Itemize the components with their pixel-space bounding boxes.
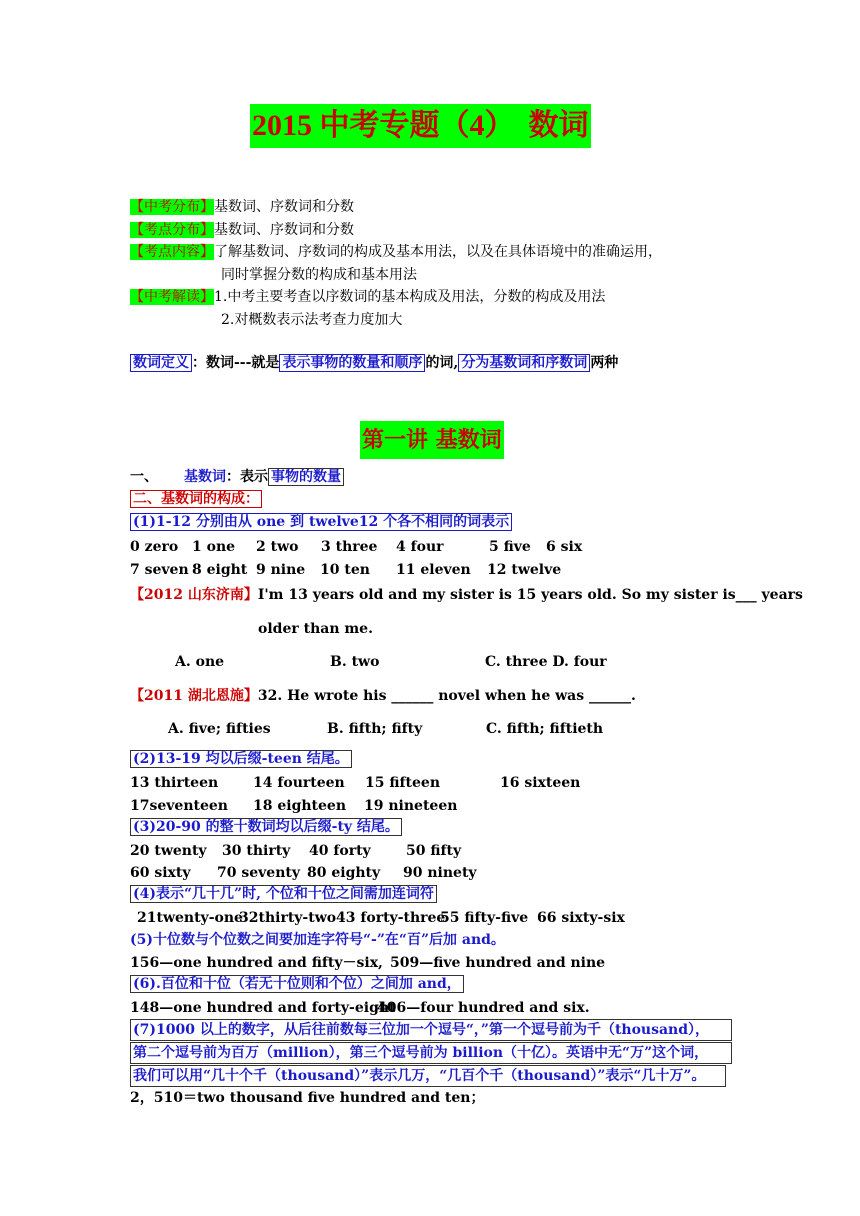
example-item: 156—one hundred and fifty－six, — [130, 955, 383, 971]
example-text: 32. He wrote his ______ novel when he was ______. — [257, 688, 636, 704]
meta-text: 基数词、序数词和分数 — [214, 199, 354, 215]
number-item: 1 one — [192, 539, 236, 555]
rule-7-text: 第二个逗号前为百万（million），第三个逗号前为 billion（十亿）。英语中无“万”这个词， — [130, 1042, 732, 1064]
meta-tag: 【考点分布】 — [130, 222, 214, 238]
number-item: 40 forty — [309, 843, 371, 859]
item-two — [130, 489, 262, 509]
rule-6 — [130, 974, 464, 994]
number-item: 66 sixty-six — [537, 910, 625, 926]
number-item: 0 zero — [130, 539, 179, 555]
number-item: 32thirty-two — [239, 910, 337, 926]
item-box: 事物的数量 — [268, 468, 344, 486]
example-1-question — [130, 585, 803, 605]
number-item: 21twenty-one — [137, 910, 243, 926]
definition-box-meaning: 表示事物的数量和顺序 — [279, 354, 425, 372]
option-b: B. two — [330, 654, 380, 670]
option-b: B. fifth; fifty — [327, 721, 423, 737]
rule-4-text: (4)表示“几十几”时, 个位和十位之间需加连词符 — [130, 885, 437, 903]
title-main: 2015 中考专题（4） — [252, 109, 515, 142]
number-item: 13 thirteen — [130, 775, 219, 791]
rule-2-text: (2)13-19 均以后缀-teen 结尾。 — [130, 750, 352, 768]
number-item: 12 twelve — [487, 562, 562, 578]
number-item: 16 sixteen — [500, 775, 581, 791]
meta-text: 1.中考主要考查以序数词的基本构成及用法，分数的构成及用法 — [214, 289, 606, 305]
option-cd: C. three D. four — [485, 654, 607, 670]
definition-text: ：数词---就是 — [192, 355, 280, 371]
title-topic: 数词 — [528, 109, 589, 142]
number-item: 14 fourteen — [253, 775, 345, 791]
item-one — [130, 466, 344, 488]
meta-line-2 — [130, 219, 354, 241]
option-a: A. one — [175, 654, 225, 670]
example-7: 2，510＝two thousand five hundred and ten； — [130, 1090, 485, 1106]
section-title: 第一讲 基数词 — [360, 421, 504, 459]
item-two-text: 二、基数词的构成： — [130, 490, 262, 508]
meta-line-3 — [130, 241, 662, 263]
example-item: 148—one hundred and forty-eight — [130, 1000, 396, 1016]
meta-text: 基数词、序数词和分数 — [214, 222, 354, 238]
rule-1-text: (1)1-12 分别由从 one 到 twelve12 个各不相同的词表示 — [130, 513, 512, 531]
definition-text: 两种 — [590, 355, 619, 371]
meta-text: 同时掌握分数的构成和基本用法 — [221, 267, 417, 283]
number-item: 19 nineteen — [364, 798, 458, 814]
definition-line — [130, 352, 618, 374]
rule-7-lead: (7)1000 — [133, 1022, 195, 1038]
definition-text: 的词, — [425, 355, 459, 371]
meta-tag: 【考点内容】 — [130, 244, 214, 260]
example-1-continued: older than me. — [258, 621, 373, 637]
definition-label: 数词定义 — [130, 354, 192, 372]
number-item: 7 seven — [130, 562, 189, 578]
number-item: 18 eighteen — [253, 798, 347, 814]
rule-2 — [130, 749, 352, 769]
number-item: 8 eight — [192, 562, 248, 578]
example-item: 509—five hundred and nine — [390, 955, 606, 971]
rule-7-text: 我们可以用“几十个千（thousand）”表示几万，“几百个千（thousand）”表示“几十万”。 — [130, 1065, 726, 1087]
option-c: C. fifth; fiftieth — [486, 721, 604, 737]
rule-4 — [130, 884, 437, 904]
number-item: 15 fifteen — [365, 775, 441, 791]
rule-6-text: (6).百位和十位（若无十位则和个位）之间加 and， — [130, 975, 464, 993]
example-source: 【2012 山东济南】 — [130, 587, 258, 603]
rule-1 — [130, 512, 512, 532]
item-number: 一、 — [130, 469, 158, 485]
meta-tag: 【中考分布】 — [130, 199, 214, 215]
meta-tag: 【中考解读】 — [130, 289, 214, 305]
number-item: 55 fifty-five — [440, 910, 529, 926]
example-text: I'm 13 years old and my sister is 15 years old. So my sister is___ years — [257, 587, 803, 603]
meta-text: 了解基数词、序数词的构成及基本用法，以及在具体语境中的准确运用， — [214, 244, 662, 260]
number-item: 2 two — [256, 539, 299, 555]
page-title — [250, 104, 591, 148]
rule-3-text: (3)20-90 的整十数词均以后缀-ty 结尾。 — [130, 818, 402, 836]
number-item: 60 sixty — [130, 865, 191, 881]
number-item: 43 forty-three — [336, 910, 446, 926]
number-item: 3 three — [321, 539, 378, 555]
option-a: A. five; fifties — [168, 721, 271, 737]
number-item: 4 four — [396, 539, 444, 555]
definition-box-types: 分为基数词和序数词 — [458, 354, 590, 372]
meta-line-1 — [130, 196, 354, 218]
number-item: 6 six — [546, 539, 583, 555]
number-item: 11 eleven — [396, 562, 471, 578]
number-item: 5 five — [489, 539, 531, 555]
meta-line-6 — [221, 309, 402, 331]
example-2-question — [130, 686, 636, 706]
number-item: 90 ninety — [403, 865, 477, 881]
rule-5: (5)十位数与个位数之间要加连字符号“-”在“百”后加 and。 — [130, 932, 505, 948]
number-item: 17seventeen — [130, 798, 228, 814]
rule-3 — [130, 817, 402, 837]
number-item: 80 eighty — [307, 865, 381, 881]
meta-line-4 — [221, 264, 417, 286]
example-source: 【2011 湖北恩施】 — [130, 688, 258, 704]
example-item: 406—four hundred and six. — [377, 1000, 590, 1016]
item-label: 基数词 — [184, 469, 226, 485]
number-item: 10 ten — [320, 562, 370, 578]
number-item: 30 thirty — [222, 843, 291, 859]
number-item: 9 nine — [256, 562, 306, 578]
number-item: 20 twenty — [130, 843, 207, 859]
meta-text: 2.对概数表示法考查力度加大 — [221, 312, 403, 328]
number-item: 50 fifty — [406, 843, 462, 859]
meta-line-5 — [130, 286, 605, 308]
item-text: ：表示 — [226, 469, 268, 485]
rule-7-text: 以上的数字，从后往前数每三位加一个逗号“，”第一个逗号前为千（thousand）， — [194, 1022, 710, 1038]
number-item: 70 seventy — [217, 865, 300, 881]
